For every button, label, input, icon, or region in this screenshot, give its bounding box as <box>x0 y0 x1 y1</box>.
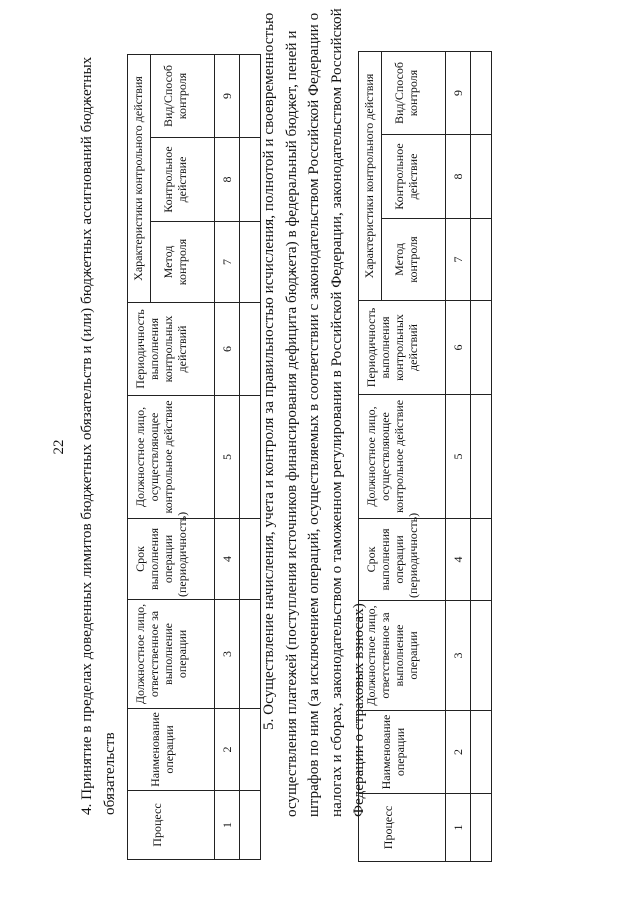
col-control-type: Вид/Способ контроля <box>382 51 446 134</box>
section-4-line: 4. Принятие в пределах доведенных лимитов бюджетных обязательств и (или) бюджетных ассигнований бюджетных <box>78 56 95 815</box>
col-number: 4 <box>446 519 471 601</box>
col-characteristics: Характеристики контрольного действия <box>359 51 382 300</box>
col-number: 7 <box>215 222 240 303</box>
col-process: Процесс <box>128 791 215 860</box>
col-number: 3 <box>446 601 471 711</box>
col-controlling-person: Должностное лицо, осуществляющее контрольное действие <box>359 395 446 519</box>
section-5-line: 5. Осуществление начисления, учета и контроля за правильностью исчисления, полнотой и своевременностью <box>260 12 277 730</box>
col-number: 7 <box>446 219 471 301</box>
page-number: 22 <box>51 439 67 455</box>
col-number: 2 <box>215 709 240 791</box>
section-5-line: штрафов по ним (за исключением операций, осуществляемых в соответствии с законодательством Российской Федерации о <box>305 12 322 817</box>
col-deadline: Срок выполнения операции (периодичность) <box>128 519 215 600</box>
col-number: 1 <box>215 791 240 860</box>
col-control-action: Контрольное действие <box>382 135 446 219</box>
col-number: 8 <box>215 138 240 222</box>
col-operation-name: Наименование операции <box>359 711 446 794</box>
col-number: 6 <box>215 303 240 396</box>
col-number: 9 <box>215 54 240 137</box>
col-control-type: Вид/Способ контроля <box>151 54 215 137</box>
column-number-row <box>446 51 471 861</box>
col-number: 4 <box>215 519 240 600</box>
col-control-action: Контрольное действие <box>151 138 215 222</box>
section-5-line: осуществления платежей (поступления источников финансирования дефицита бюджета) в федеральный бюджет, пеней и <box>282 30 300 817</box>
col-number: 8 <box>446 135 471 219</box>
col-periodicity: Периодичность выполнения контрольных действий <box>128 303 215 396</box>
col-number: 9 <box>446 51 471 134</box>
col-number: 3 <box>215 600 240 709</box>
table-header-row <box>359 51 382 861</box>
col-operation-name: Наименование операции <box>128 709 215 791</box>
col-characteristics: Характеристики контрольного действия <box>128 54 151 302</box>
col-number: 1 <box>446 794 471 862</box>
col-responsible-person: Должностное лицо, ответственное за выполнение операции <box>128 600 215 709</box>
control-table-section-4 <box>127 54 261 860</box>
col-number: 5 <box>446 395 471 519</box>
col-process: Процесс <box>359 794 446 862</box>
section-5-line: налогах и сборах, законодательством о таможенном регулировании в Российской Федерации, законодательством Российской <box>327 8 345 817</box>
col-periodicity: Периодичность выполнения контрольных действий <box>359 301 446 395</box>
col-number: 5 <box>215 396 240 519</box>
col-number: 6 <box>446 301 471 395</box>
section-4-heading <box>76 55 121 815</box>
control-table-section-5 <box>358 51 492 862</box>
col-responsible-person: Должностное лицо, ответственное за выполнение операции <box>359 601 446 711</box>
col-method: Метод контроля <box>382 219 446 301</box>
section-4-line: обязательств <box>100 732 118 815</box>
column-number-row <box>215 54 240 859</box>
col-method: Метод контроля <box>151 222 215 303</box>
section-5-heading <box>258 8 371 817</box>
col-controlling-person: Должностное лицо, осуществляющее контрольное действие <box>128 396 215 519</box>
section-5-line: Федерации о страховых взносах) <box>350 603 367 817</box>
table-header-row <box>128 54 151 859</box>
col-deadline: Срок выполнения операции (периодичность) <box>359 519 446 601</box>
col-number: 2 <box>446 711 471 794</box>
empty-data-row <box>471 51 492 861</box>
